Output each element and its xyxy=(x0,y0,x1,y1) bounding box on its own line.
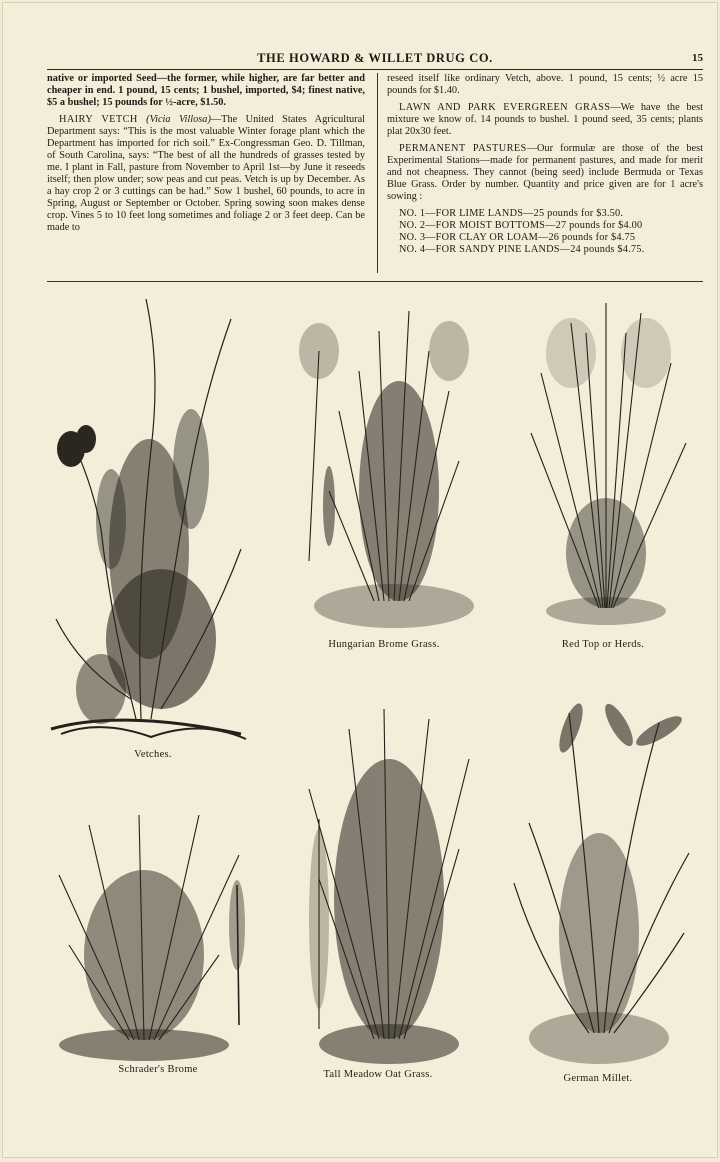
hairy-vetch-paragraph xyxy=(47,114,365,234)
text-columns xyxy=(47,73,703,279)
german-millet-illustration xyxy=(509,703,694,1068)
hungarian-brome-caption: Hungarian Brome Grass. xyxy=(328,639,440,650)
pastures-paragraph xyxy=(387,143,703,203)
page-header xyxy=(47,49,703,70)
hairy-vetch-latin-name: (Vicia Villosa) xyxy=(146,114,211,125)
german-millet-caption: German Millet. xyxy=(563,1073,633,1084)
order-item: NO. 1—FOR LIME LANDS—25 pounds for $3.50. xyxy=(399,208,624,219)
red-top-caption: Red Top or Herds. xyxy=(561,639,645,650)
tall-meadow-oat-illustration xyxy=(289,699,479,1067)
order-item: NO. 4—FOR SANDY PINE LANDS—24 pounds $4.75. xyxy=(399,244,645,255)
order-item: NO. 2—FOR MOIST BOTTOMS—27 pounds for $4.00 xyxy=(399,220,643,231)
hungarian-brome-illustration xyxy=(299,291,479,631)
left-column xyxy=(47,73,365,239)
hairy-vetch-body: —The United States Agricultural Department says: “This is the most valuable Winter forage plant which the Department has imported for rich soil.” Ex-Congressman Geo. D. Tillman, of South Carolina, says: “The best of all the hundreds of grasses tested by me. I plant in Fall, pasture from November to April 1st—by June it reseeds itself; then plow under; sow peas and cut peas. Vetch is up by December. As a hay crop 2 or 3 cuttings can be had.” Sow 1 bushel, 60 pounds, to acre in Spring, August or September or October. Spring sowing soon makes dense crop. Vines 5 to 10 feet long sometimes and foliage 2 or 3 feet deep. Can be made to xyxy=(47,114,365,233)
right-column xyxy=(387,73,703,256)
lawn-grass-body: —We have the best mixture we know of. 14 pounds to bushel. 1 pound seed, 35 cents; plants plat 20x30 feet. xyxy=(387,102,703,137)
order-item: NO. 3—FOR CLAY OR LOAM—26 pounds for $4.75 xyxy=(399,232,636,243)
reseed-paragraph: reseed itself like ordinary Vetch, above. 1 pound, 15 cents; ½ acre 15 pounds for $1.40. xyxy=(387,73,703,96)
hairy-vetch-heading: HAIRY VETCH xyxy=(59,114,138,125)
header-title: THE HOWARD & WILLET DRUG CO. xyxy=(257,51,493,65)
pasture-order-list xyxy=(387,208,703,256)
lawn-grass-heading: LAWN AND PARK EVERGREEN GRASS xyxy=(399,102,611,113)
schraders-brome-caption: Schrader's Brome xyxy=(118,1064,198,1075)
catalog-page xyxy=(2,2,718,1158)
red-top-illustration xyxy=(521,293,691,628)
lawn-grass-paragraph xyxy=(387,102,703,138)
schraders-brome-illustration xyxy=(49,795,259,1065)
section-rule xyxy=(47,281,703,282)
vetches-illustration xyxy=(41,289,271,749)
vetches-caption: Vetches. xyxy=(134,749,172,760)
tall-meadow-oat-caption: Tall Meadow Oat Grass. xyxy=(323,1069,433,1080)
page-number: 15 xyxy=(692,52,703,64)
pastures-heading: PERMANENT PASTURES xyxy=(399,143,527,154)
native-seed-paragraph: native or imported Seed—the former, while higher, are far better and cheaper in end. 1 pound, 15 cents; 1 bushel, imported, $4; finest native, $5 a bushel; 15 pounds for ½-acre, $1.50. xyxy=(47,73,365,108)
column-divider xyxy=(377,73,378,273)
pastures-body: —Our formulæ are those of the best Experimental Stations—made for permanent pastures, and made for merit and not cheapness. They cannot (being seed) include Bermuda or Texas Blue Grass. Order by number. Quantity and price given are for 1 acre's sowing : xyxy=(387,143,703,202)
